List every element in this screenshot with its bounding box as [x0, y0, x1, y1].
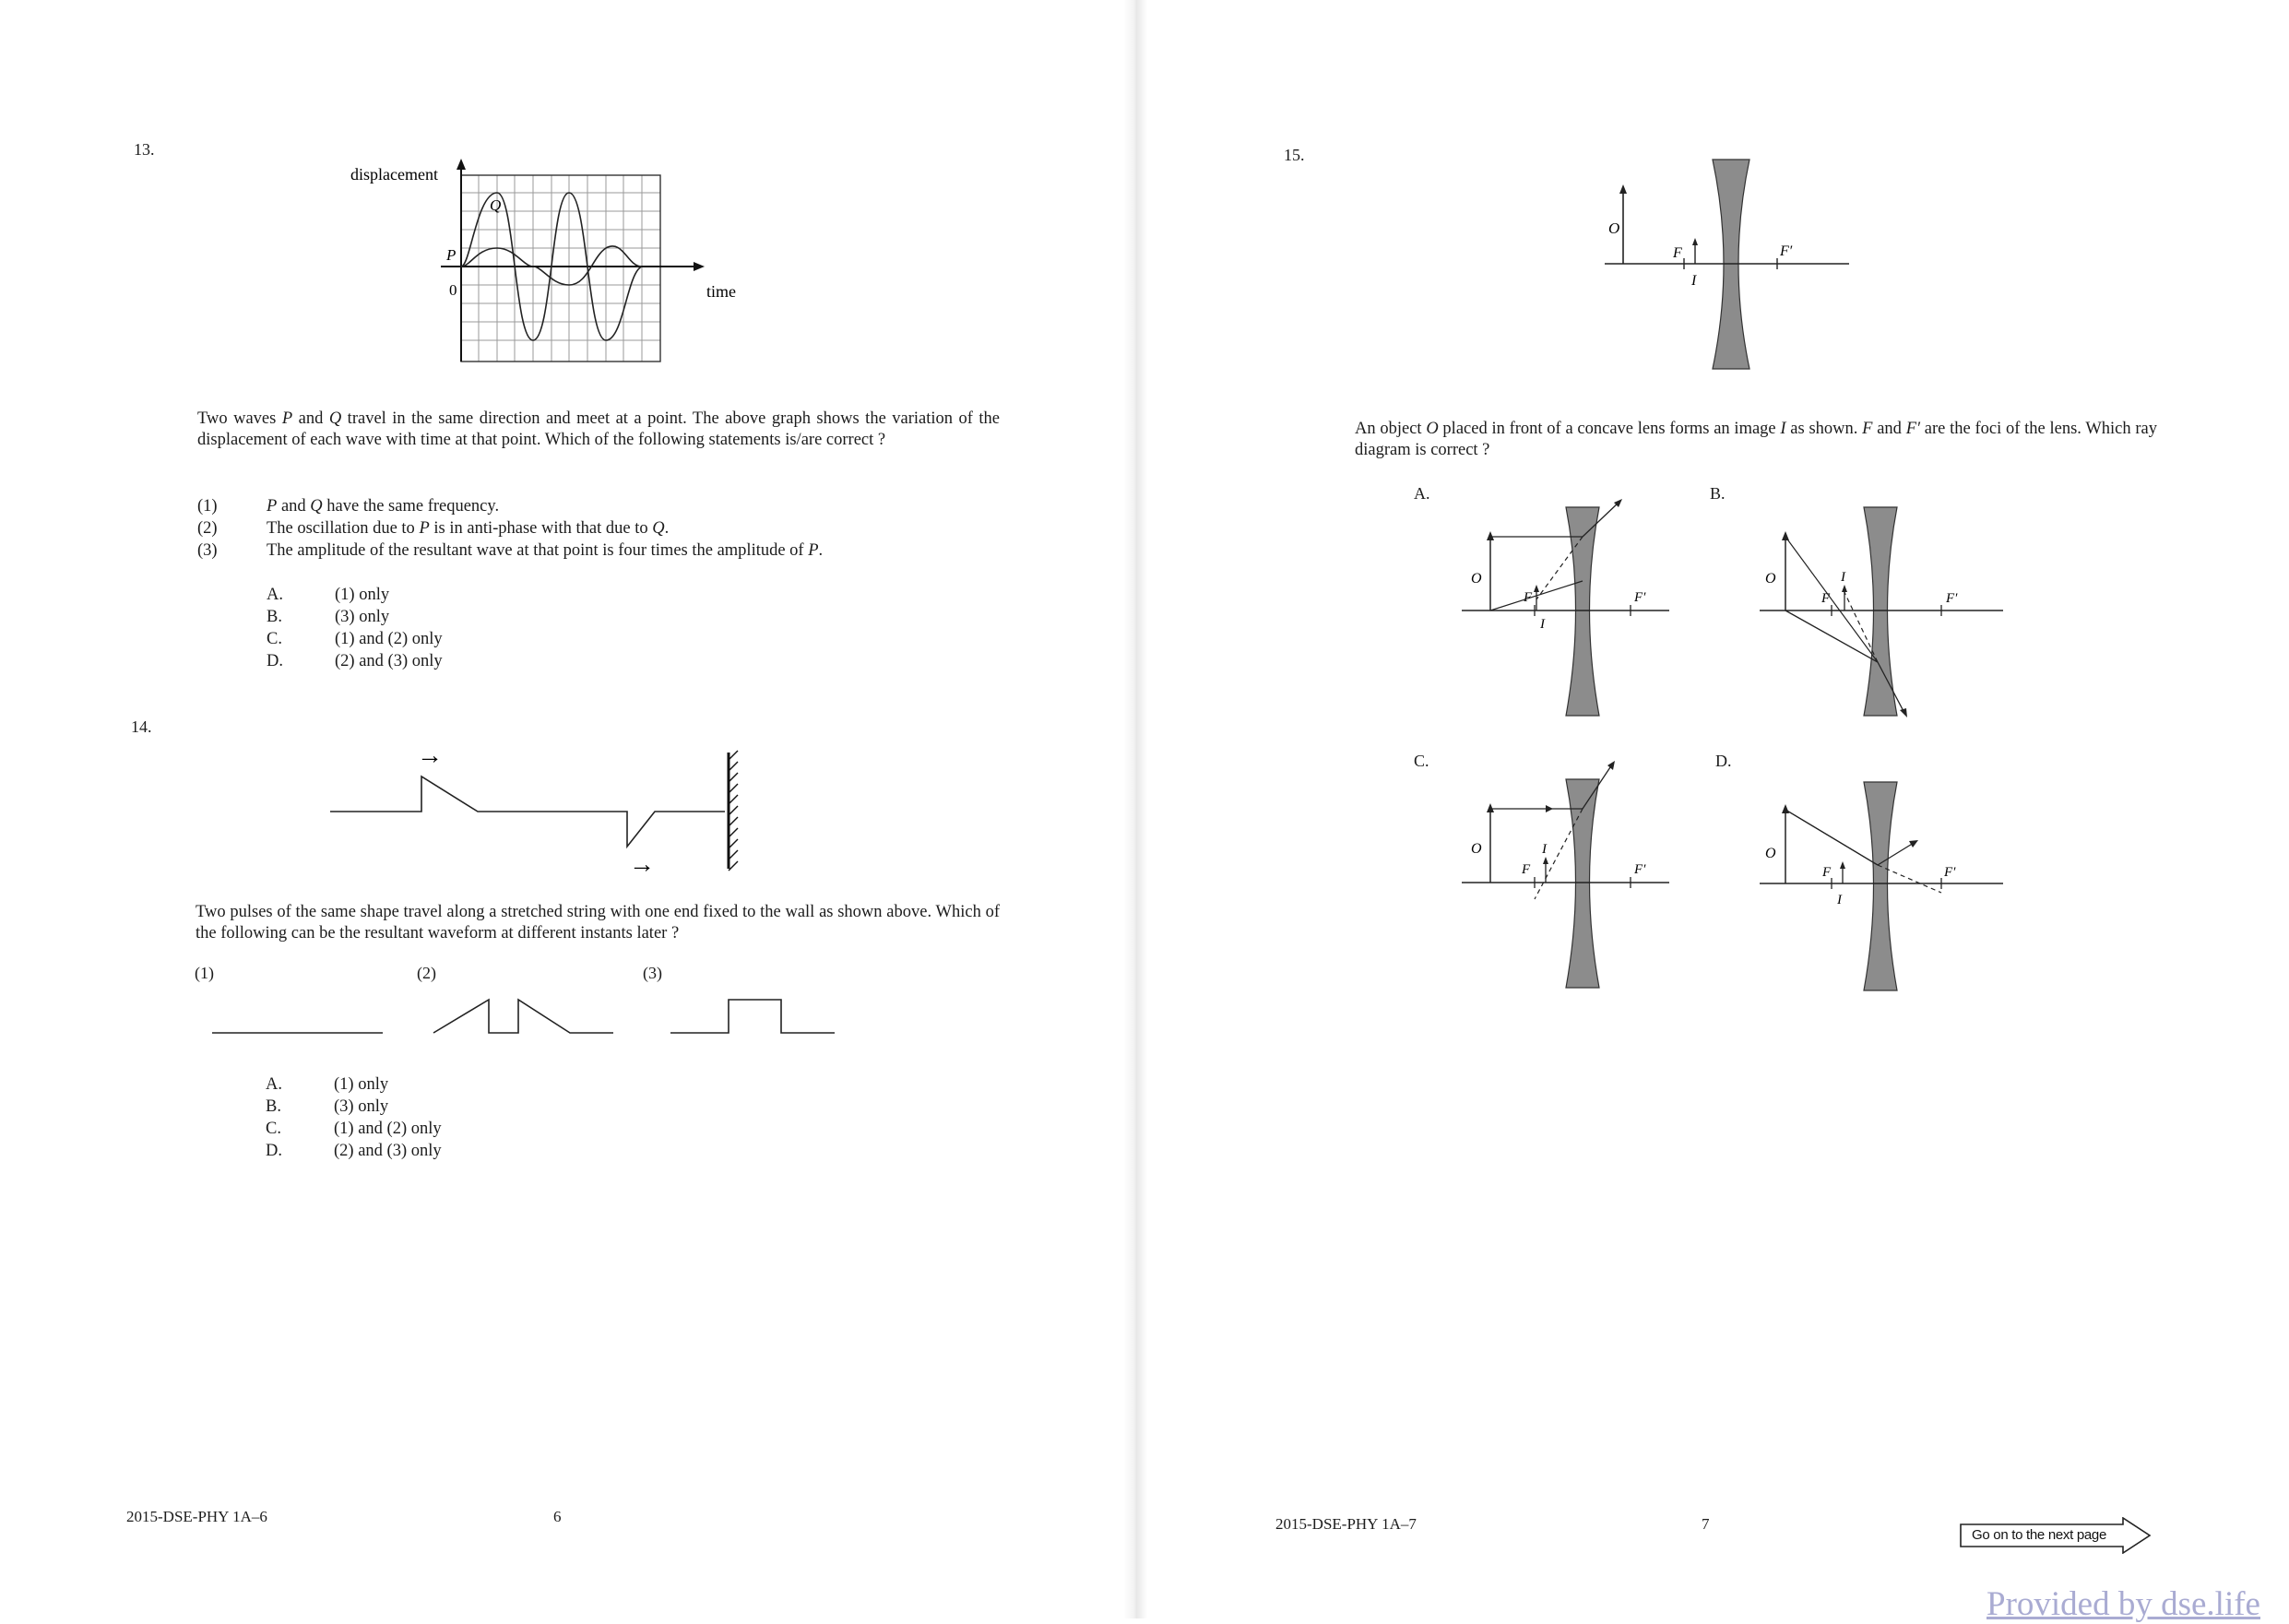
- q14-number: 14.: [131, 717, 152, 736]
- q13-statement-1: (1) P and Q have the same frequency.: [197, 497, 500, 516]
- q15-stem: An object O placed in front of a concave lens forms an image I as shown. F and F′ are the foci of the lens. Which ray diagram is correct ?: [1355, 420, 2158, 459]
- q13-number: 13.: [134, 140, 155, 159]
- label-focus-prime: F′: [1780, 243, 1793, 259]
- choice-a-label-object: O: [1471, 571, 1482, 587]
- graph-ylabel: displacement: [350, 165, 438, 184]
- right-footer-code: 2015-DSE-PHY 1A–7: [1275, 1515, 1417, 1533]
- choice-d-label-focus-prime: F′: [1944, 865, 1956, 880]
- q14-string-pulses-diagram: [323, 738, 756, 890]
- choice-d-label-image: I: [1837, 893, 1842, 907]
- q15-choice-a-letter: A.: [1414, 484, 1430, 503]
- choice-b-label-image: I: [1841, 570, 1845, 585]
- q13-option-a: A. (1) only: [267, 586, 390, 604]
- q13-options: [267, 584, 635, 672]
- q15-choice-c-letter: C.: [1414, 752, 1429, 770]
- choice-a-label-focus: F: [1524, 590, 1533, 605]
- choice-c-label-focus-prime: F′: [1634, 862, 1646, 877]
- waveform-1-label: (1): [195, 964, 214, 982]
- choice-d-label-focus: F: [1822, 865, 1832, 880]
- graph-origin: 0: [449, 281, 457, 299]
- wave-q-label: Q: [490, 196, 502, 214]
- q14-option-a: A. (1) only: [266, 1075, 389, 1094]
- x-axis-arrowhead: [694, 262, 705, 271]
- q14-stem: Two pulses of the same shape travel along a stretched string with one end fixed to the wall as shown above. Which of the following can be the resultant waveform at different instants later ?: [196, 903, 1000, 942]
- page-fold-shadow: [1123, 0, 1147, 1618]
- watermark-link[interactable]: Provided by dse.life: [1987, 1585, 2260, 1623]
- q14-waveforms: [208, 987, 853, 1042]
- right-footer-page-number: 7: [1702, 1515, 1710, 1533]
- choice-b-label-object: O: [1765, 571, 1776, 587]
- q15-choice-a-diagram: [1457, 498, 1678, 719]
- choice-a-label-image: I: [1540, 617, 1545, 632]
- waveform-3: [670, 1000, 835, 1033]
- q13-option-c: C. (1) and (2) only: [267, 630, 443, 648]
- q13-statement-2: (2) The oscillation due to P is in anti-phase with that due to Q.: [197, 519, 670, 538]
- waveform-2: [433, 1000, 613, 1033]
- q15-choice-b-diagram: [1752, 498, 2010, 719]
- choice-c-label-image: I: [1542, 842, 1547, 857]
- q14-option-c: C. (1) and (2) only: [266, 1120, 442, 1138]
- string-with-pulses: [330, 776, 725, 847]
- q13-stem: Two waves P and Q travel in the same direction and meet at a point. The above graph shows the variation of the displacement of each wave with time at that point. Which of the following statements is/are correct ?: [197, 409, 1000, 449]
- q15-number: 15.: [1284, 146, 1305, 164]
- go-to-next-page-button[interactable]: [1959, 1517, 2153, 1554]
- q15-choice-c-diagram: [1457, 761, 1678, 991]
- choice-b-label-focus: F: [1821, 591, 1831, 606]
- q15-choice-d-diagram: [1752, 765, 2010, 996]
- q15-choice-b-letter: B.: [1710, 484, 1726, 503]
- waveform-2-label: (2): [417, 964, 436, 982]
- q15-main-lens-diagram: [1595, 155, 1872, 376]
- q13-option-d: D. (2) and (3) only: [267, 652, 443, 670]
- q14-options: [266, 1073, 635, 1162]
- choice-b-label-focus-prime: F′: [1946, 591, 1958, 606]
- q14-option-b: B. (3) only: [266, 1097, 389, 1116]
- q13-option-b: B. (3) only: [267, 608, 390, 626]
- wave-p-label: P: [446, 246, 457, 264]
- next-page-label: Go on to the next page: [1972, 1527, 2107, 1543]
- q13-statements: [197, 495, 1027, 562]
- q14-option-d: D. (2) and (3) only: [266, 1142, 442, 1160]
- choice-c-label-object: O: [1471, 841, 1482, 857]
- left-footer-page-number: 6: [553, 1508, 562, 1525]
- choice-c-label-focus: F: [1522, 862, 1531, 877]
- left-footer-code: 2015-DSE-PHY 1A–6: [126, 1508, 267, 1525]
- q13-displacement-time-graph: [350, 157, 738, 369]
- label-image: I: [1691, 273, 1697, 289]
- q13-statement-3: (3) The amplitude of the resultant wave at that point is four times the amplitude of P.: [197, 541, 824, 560]
- pulse-arrow-right: →: [417, 741, 443, 770]
- waveform-3-label: (3): [643, 964, 662, 982]
- choice-d-label-object: O: [1765, 846, 1776, 861]
- label-focus: F: [1673, 245, 1682, 261]
- graph-xlabel: time: [706, 282, 736, 301]
- y-axis-arrowhead: [457, 159, 466, 170]
- pulse-arrow-left-side: →: [629, 850, 655, 879]
- label-object: O: [1608, 219, 1620, 237]
- q15-choice-d-letter: D.: [1715, 752, 1732, 770]
- choice-a-label-focus-prime: F′: [1634, 590, 1646, 605]
